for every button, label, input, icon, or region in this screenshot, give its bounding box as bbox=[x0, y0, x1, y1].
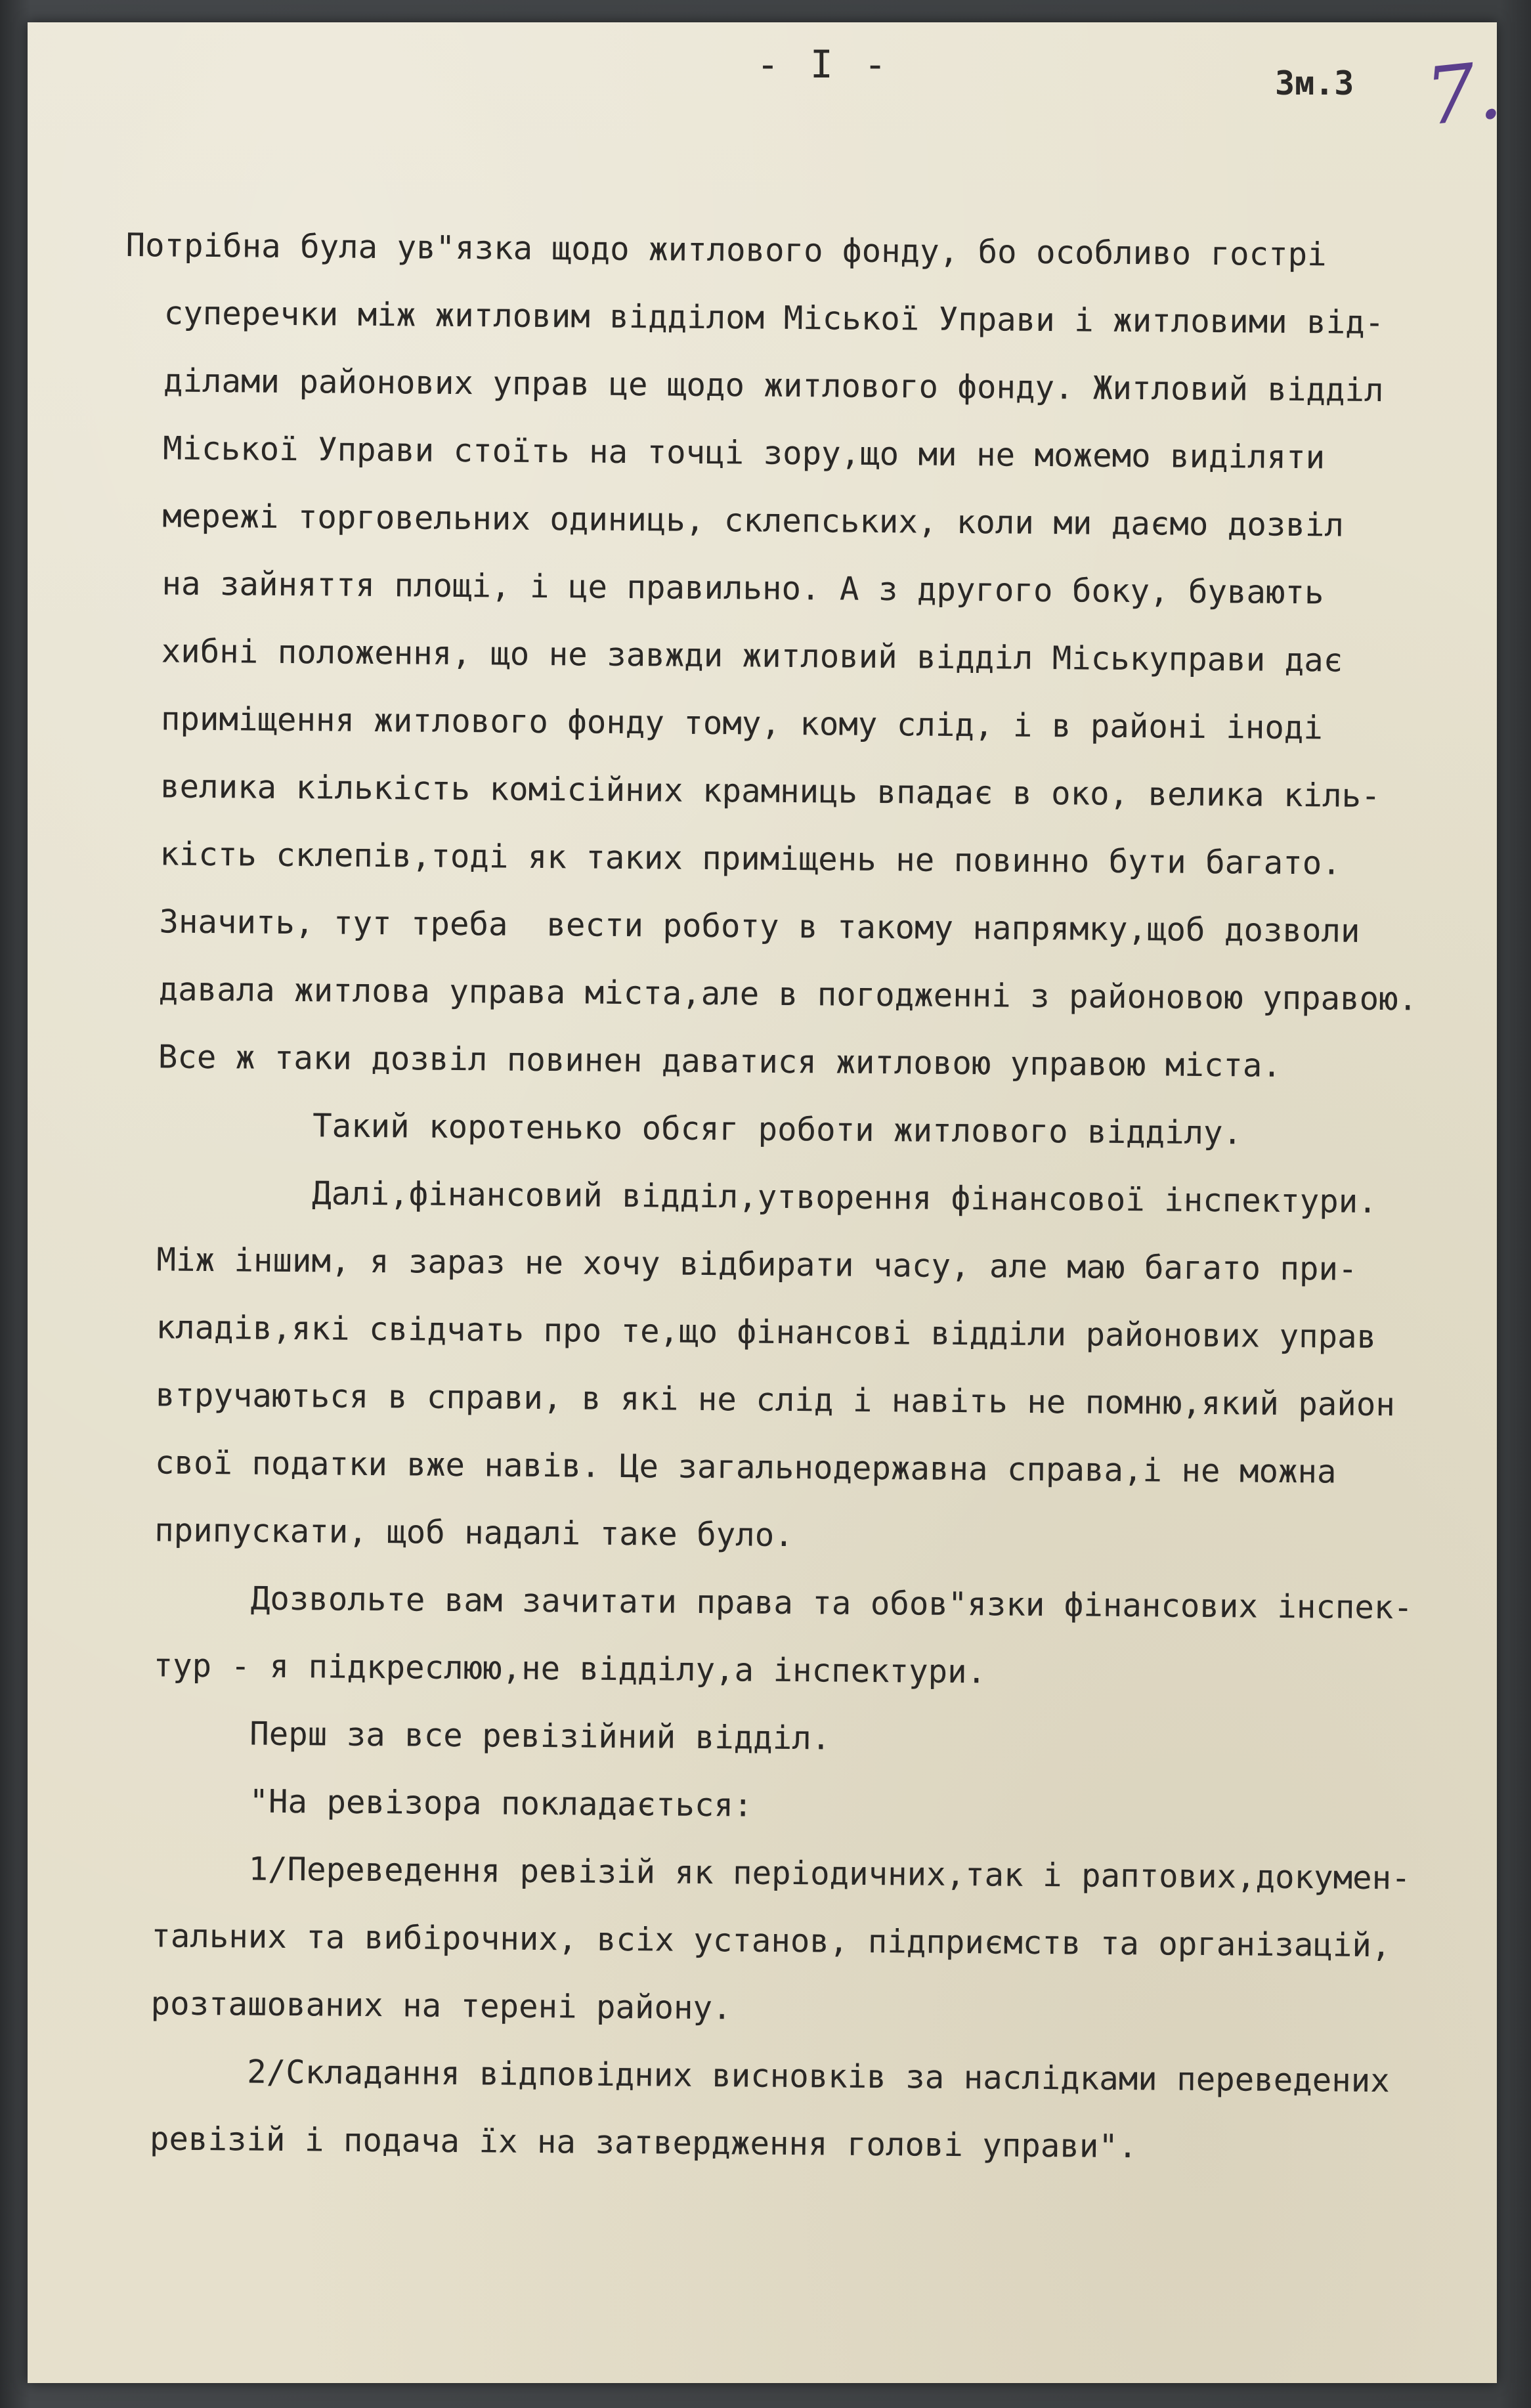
paragraph-housing-fund: Потрібна була ув"язка щодо житлового фонду, бо особливо гострі суперечки між житловим відділом Міської Управи і житловими від- ділами районових управ це щодо житлового фонду. Житловий відділ Міської Управи стоїть на точці зору,що ми не можемо виділяти мережі торговельних одиниць, склепських, коли ми даємо дозвіл на зайняття площі, і це правильно. А з другого боку, бувають хибні положення, що не завжди житловий відділ Міськуправи дає приміщення житлового фонду тому, кому слід, і в районі іноді велика кількість комісійних крамниць впадає в око, велика кіль- кість склепів,тоді як таких приміщень не повинно бути багато. Значить, тут треба вести роботу в такому напрямку,щоб дозволи давала житлова управа міста,але в погодженні з районовою управою. Все ж таки дозвіл повинен даватися житловою управою міста. bbox=[119, 226, 1418, 1085]
reference-code: Зм.3 bbox=[1275, 64, 1354, 102]
paragraph-duty-1: 1/Переведення ревізій як періодичних,так і раптових,докумен- тальних та вибірочних, всіх установ, підприємств та організацій, розташованих на терені району. bbox=[112, 1849, 1411, 2027]
paragraph-auditor-duties-intro: "На ревізора покладається: bbox=[113, 1781, 753, 1824]
paragraph-inspection-rights: Дозвольте вам зачитати права та обов"язки фінансових інспек- тур - я підкреслюю,не відділу,а інспектури. bbox=[114, 1578, 1413, 1691]
handwritten-page-number: 7. bbox=[1421, 45, 1506, 144]
page-number: - I - bbox=[756, 42, 891, 87]
paragraph-financial-department: Далі,фінансовий відділ,утворення фінансової інспектури. Між іншим, я зараз не хочу відбирати часу, але маю багато при- кладів,які свідчать про те,що фінансові відділи районових управ втручаються в справи, в які не слід і навіть не помню,який район свої податки вже навів. Це загальнодержавна справа,і не можна припускати, щоб надалі таке було. bbox=[116, 1172, 1396, 1555]
typewritten-text bbox=[111, 211, 1478, 2183]
paragraph-housing-summary: Такий коротенько обсяг роботи житлового відділу. bbox=[118, 1105, 1243, 1152]
document-page bbox=[28, 22, 1506, 2383]
paragraph-audit-department: Перш за все ревізійний відділ. bbox=[114, 1713, 831, 1757]
paragraph-duty-2: 2/Складання відповідних висновків за наслідками переведених ревізій і подача їх на затвердження голові управи". bbox=[110, 2052, 1390, 2166]
